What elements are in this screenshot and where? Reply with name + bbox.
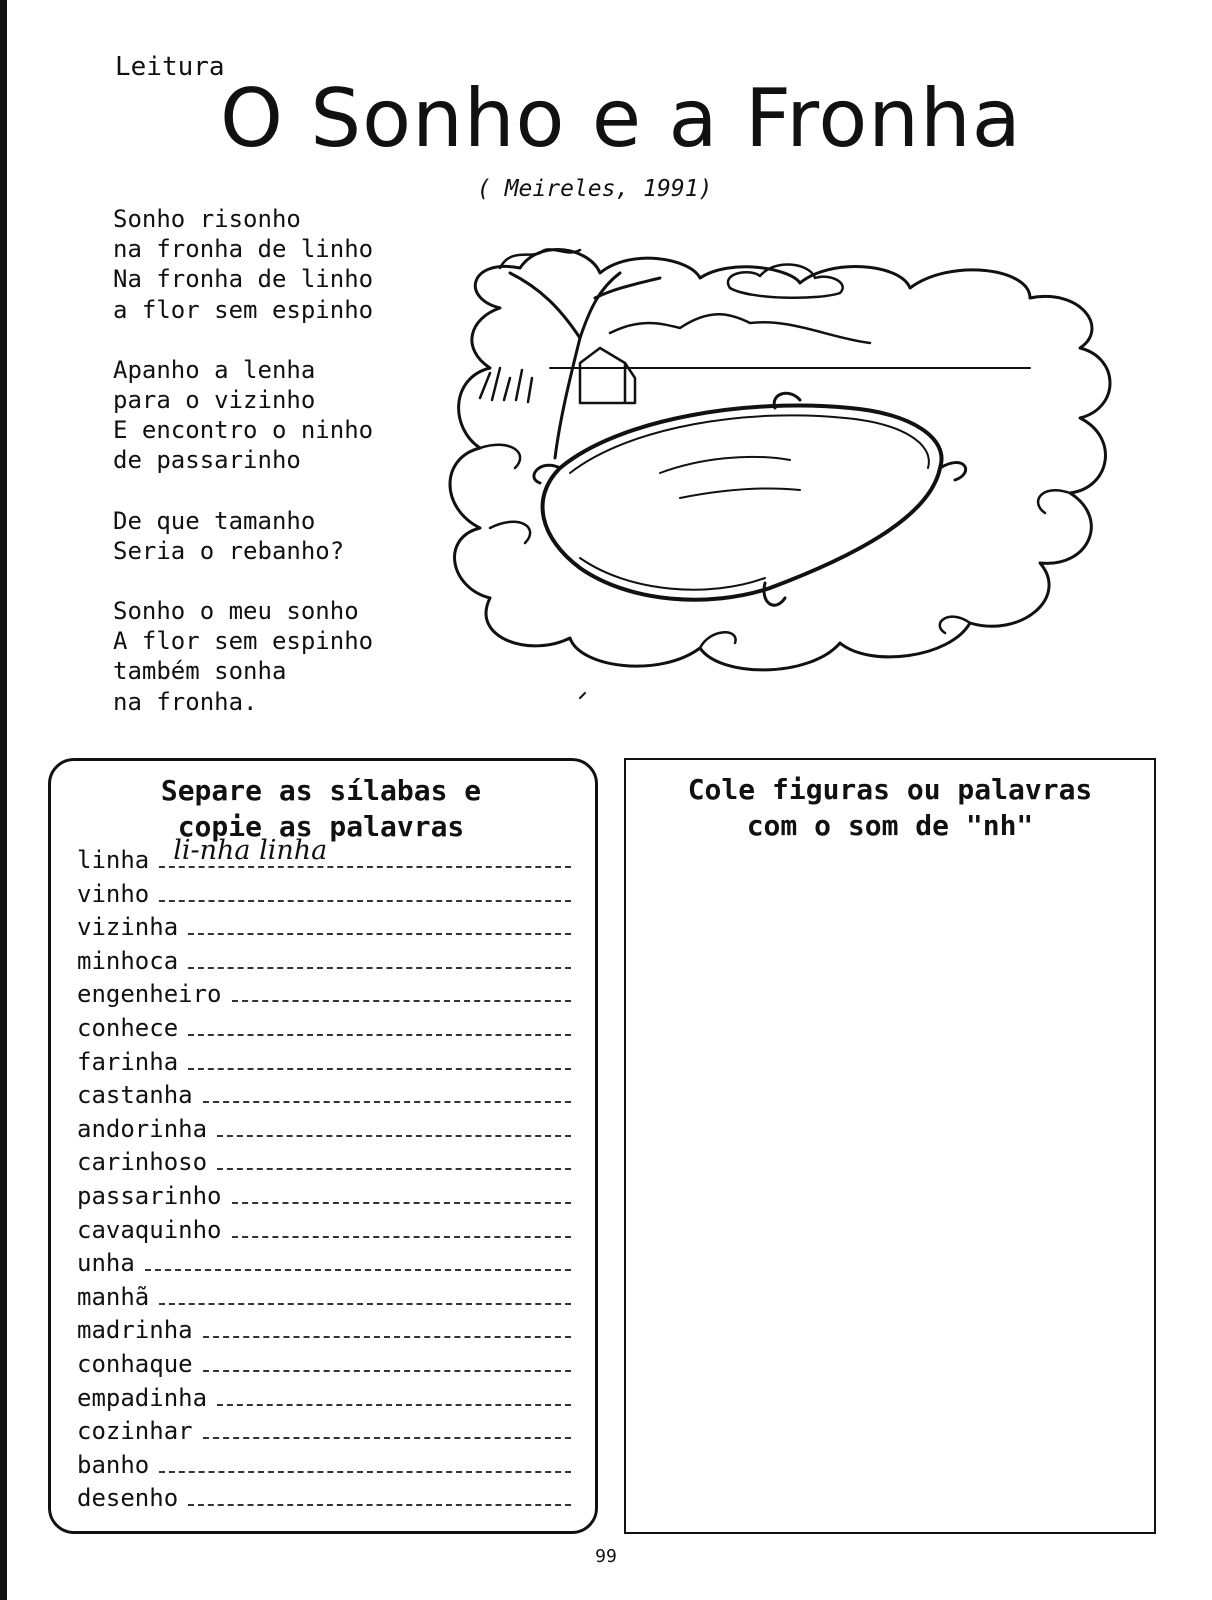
mountains (610, 314, 870, 343)
answer-blank[interactable] (159, 835, 571, 868)
poem-line: também sonha (113, 657, 287, 686)
answer-blank[interactable] (159, 878, 571, 902)
answer-blank[interactable] (232, 1180, 572, 1204)
word-list (77, 835, 571, 1516)
answer-blank[interactable] (188, 1046, 571, 1070)
word-row (77, 1449, 571, 1483)
poem-line: Sonho risonho (113, 205, 301, 233)
word-row (77, 1314, 571, 1348)
word-label: passarinho (77, 1181, 222, 1210)
answer-blank[interactable] (188, 945, 571, 969)
house (580, 348, 635, 403)
section-label: Leitura (115, 52, 225, 82)
author-citation: ( Meireles, 1991) (477, 176, 713, 202)
word-row (77, 1214, 571, 1248)
heading-line: Cole figuras ou palavras (687, 773, 1093, 806)
answer-blank[interactable] (203, 1314, 571, 1338)
answer-blank[interactable] (159, 1281, 571, 1305)
word-row (77, 1281, 571, 1315)
word-label: vizinha (77, 913, 179, 942)
heading-line: com o som de "nh" (746, 809, 1034, 842)
poem-line: para o vizinho (113, 386, 316, 415)
poem-line: A flor sem espinho (113, 627, 374, 656)
word-label: conhaque (77, 1349, 193, 1378)
word-row (77, 1079, 571, 1113)
answer-blank[interactable] (188, 1482, 571, 1506)
poem-line: na fronha. (113, 687, 258, 716)
word-label: conhece (77, 1013, 179, 1042)
page-edge-bar (0, 0, 7, 1600)
poem-line: E encontro o ninho (113, 416, 374, 445)
poem-line: Apanho a lenha (113, 355, 316, 384)
answer-blank[interactable] (188, 911, 571, 935)
word-row (77, 1382, 571, 1416)
answer-blank[interactable] (203, 1415, 571, 1439)
answer-blank[interactable] (145, 1247, 571, 1271)
word-row (77, 878, 571, 912)
page-number: 99 (595, 1546, 617, 1567)
word-row (77, 1146, 571, 1180)
pillow-illustration (430, 228, 1130, 708)
word-label: linha (77, 846, 150, 874)
poem-line: a flor sem espinho (113, 295, 374, 324)
answer-blank[interactable] (232, 1214, 572, 1238)
answer-blank[interactable] (188, 1012, 571, 1036)
word-row (77, 1247, 571, 1281)
answer-blank[interactable] (203, 1348, 571, 1372)
poem-stanza (113, 204, 373, 325)
word-row (77, 1348, 571, 1382)
word-row (77, 911, 571, 945)
answer-blank[interactable] (159, 1449, 571, 1473)
word-row (77, 1113, 571, 1147)
word-label: engenheiro (77, 980, 222, 1009)
word-row (77, 1046, 571, 1080)
answer-blank[interactable] (217, 1382, 571, 1406)
handwritten-answer: li-nha linha (173, 835, 328, 866)
word-row (77, 1180, 571, 1214)
heading-line: Separe as sílabas e (160, 774, 482, 807)
poem (113, 204, 373, 747)
poem-line: de passarinho (113, 446, 301, 475)
word-label: carinhoso (77, 1148, 208, 1177)
poem-stanza (113, 355, 373, 476)
answer-blank[interactable] (232, 978, 572, 1002)
word-label: manhã (77, 1282, 150, 1311)
word-row (77, 1482, 571, 1516)
answer-blank[interactable] (217, 1113, 571, 1137)
word-label: desenho (77, 1484, 179, 1513)
word-label: vinho (77, 879, 150, 908)
word-row (77, 978, 571, 1012)
dream-cloud (450, 249, 1110, 669)
word-label: empadinha (77, 1383, 208, 1412)
poem-line: Seria o rebanho? (113, 536, 345, 565)
word-label: minhoca (77, 946, 179, 975)
word-row (77, 835, 571, 878)
word-label: andorinha (77, 1114, 208, 1143)
poem-line: Sonho o meu sonho (113, 597, 359, 626)
word-label: banho (77, 1450, 150, 1479)
word-label: castanha (77, 1081, 193, 1110)
answer-blank[interactable] (203, 1079, 571, 1103)
word-row (77, 1415, 571, 1449)
paste-figures-box[interactable] (624, 758, 1156, 1534)
word-label: farinha (77, 1047, 179, 1076)
syllable-exercise-box (48, 758, 598, 1534)
word-label: cozinhar (77, 1417, 193, 1446)
word-row (77, 1012, 571, 1046)
poem-line: na fronha de linho (113, 235, 374, 264)
poem-line: De que tamanho (113, 506, 316, 535)
answer-blank[interactable] (217, 1146, 571, 1170)
word-row (77, 945, 571, 979)
poem-stanza (113, 506, 373, 566)
grass (480, 368, 532, 402)
poem-stanza (113, 596, 373, 717)
page-title: O Sonho e a Fronha (220, 72, 1022, 165)
heading-line: copie as palavras (177, 810, 465, 843)
paste-figures-heading (626, 772, 1154, 844)
word-label: cavaquinho (77, 1215, 222, 1244)
poem-line: Na fronha de linho (113, 265, 374, 294)
word-label: unha (77, 1249, 135, 1278)
word-label: madrinha (77, 1316, 193, 1345)
